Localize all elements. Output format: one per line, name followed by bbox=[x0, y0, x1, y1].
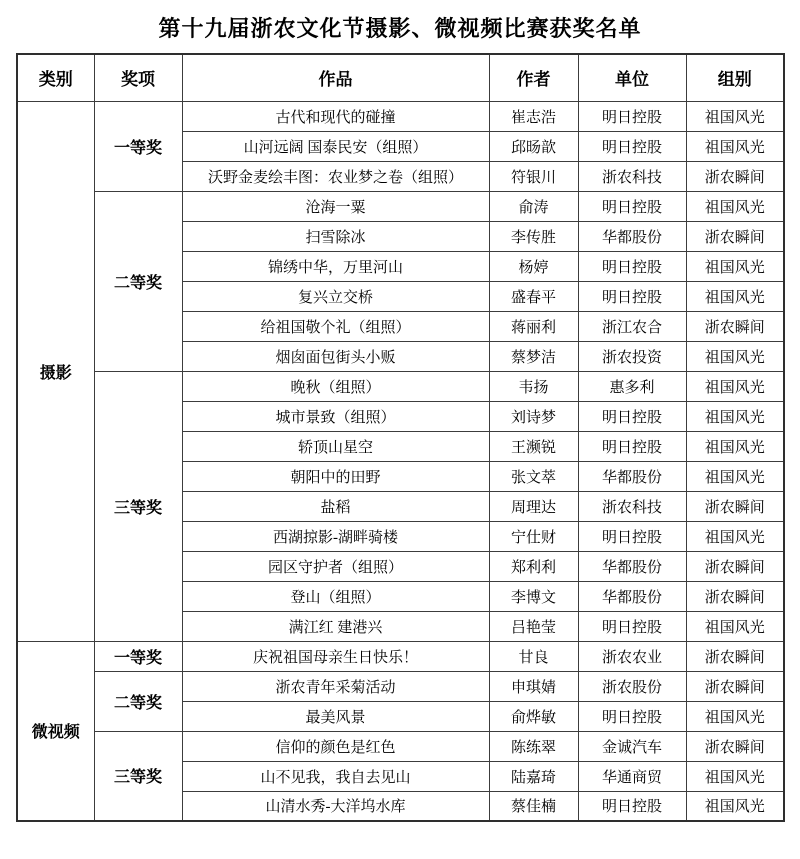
unit-cell: 明日控股 bbox=[578, 191, 686, 221]
table-row bbox=[17, 101, 784, 131]
group-cell: 浙农瞬间 bbox=[686, 221, 784, 251]
author-cell: 符银川 bbox=[489, 161, 578, 191]
header-award: 奖项 bbox=[94, 54, 182, 101]
unit-cell: 浙江农合 bbox=[578, 311, 686, 341]
award-cell: 二等奖 bbox=[94, 671, 182, 731]
group-cell: 浙农瞬间 bbox=[686, 581, 784, 611]
author-cell: 宁仕财 bbox=[489, 521, 578, 551]
category-cell: 微视频 bbox=[17, 641, 94, 821]
group-cell: 祖国风光 bbox=[686, 131, 784, 161]
header-group: 组别 bbox=[686, 54, 784, 101]
work-cell: 西湖掠影-湖畔骑楼 bbox=[182, 521, 489, 551]
work-cell: 城市景致（组照） bbox=[182, 401, 489, 431]
author-cell: 杨婷 bbox=[489, 251, 578, 281]
award-cell: 三等奖 bbox=[94, 371, 182, 641]
category-cell: 摄影 bbox=[17, 101, 94, 641]
unit-cell: 华都股份 bbox=[578, 581, 686, 611]
group-cell: 浙农瞬间 bbox=[686, 731, 784, 761]
unit-cell: 浙农农业 bbox=[578, 641, 686, 671]
header-category: 类别 bbox=[17, 54, 94, 101]
unit-cell: 明日控股 bbox=[578, 401, 686, 431]
unit-cell: 华都股份 bbox=[578, 221, 686, 251]
group-cell: 祖国风光 bbox=[686, 251, 784, 281]
unit-cell: 浙农科技 bbox=[578, 491, 686, 521]
header-row bbox=[17, 54, 784, 101]
author-cell: 刘诗梦 bbox=[489, 401, 578, 431]
unit-cell: 金诚汽车 bbox=[578, 731, 686, 761]
table-row bbox=[17, 641, 784, 671]
author-cell: 申琪婧 bbox=[489, 671, 578, 701]
unit-cell: 明日控股 bbox=[578, 431, 686, 461]
group-cell: 祖国风光 bbox=[686, 371, 784, 401]
group-cell: 祖国风光 bbox=[686, 461, 784, 491]
author-cell: 俞涛 bbox=[489, 191, 578, 221]
work-cell: 晚秋（组照） bbox=[182, 371, 489, 401]
group-cell: 祖国风光 bbox=[686, 611, 784, 641]
work-cell: 扫雪除冰 bbox=[182, 221, 489, 251]
table-body bbox=[17, 101, 784, 821]
group-cell: 祖国风光 bbox=[686, 431, 784, 461]
unit-cell: 明日控股 bbox=[578, 701, 686, 731]
group-cell: 祖国风光 bbox=[686, 521, 784, 551]
unit-cell: 明日控股 bbox=[578, 251, 686, 281]
work-cell: 烟囱面包街头小贩 bbox=[182, 341, 489, 371]
table-row bbox=[17, 371, 784, 401]
author-cell: 俞烨敏 bbox=[489, 701, 578, 731]
author-cell: 蔡梦洁 bbox=[489, 341, 578, 371]
work-cell: 古代和现代的碰撞 bbox=[182, 101, 489, 131]
author-cell: 李传胜 bbox=[489, 221, 578, 251]
work-cell: 山清水秀-大洋坞水库 bbox=[182, 791, 489, 821]
group-cell: 祖国风光 bbox=[686, 791, 784, 821]
work-cell: 沃野金麦绘丰图：农业梦之卷（组照） bbox=[182, 161, 489, 191]
work-cell: 满江红 建港兴 bbox=[182, 611, 489, 641]
author-cell: 韦扬 bbox=[489, 371, 578, 401]
group-cell: 祖国风光 bbox=[686, 401, 784, 431]
table-row bbox=[17, 731, 784, 761]
work-cell: 登山（组照） bbox=[182, 581, 489, 611]
author-cell: 蔡佳楠 bbox=[489, 791, 578, 821]
unit-cell: 浙农股份 bbox=[578, 671, 686, 701]
group-cell: 浙农瞬间 bbox=[686, 641, 784, 671]
awards-table bbox=[16, 53, 785, 822]
group-cell: 祖国风光 bbox=[686, 341, 784, 371]
work-cell: 园区守护者（组照） bbox=[182, 551, 489, 581]
work-cell: 复兴立交桥 bbox=[182, 281, 489, 311]
header-work: 作品 bbox=[182, 54, 489, 101]
unit-cell: 明日控股 bbox=[578, 791, 686, 821]
group-cell: 浙农瞬间 bbox=[686, 311, 784, 341]
work-cell: 浙农青年采菊活动 bbox=[182, 671, 489, 701]
author-cell: 吕艳莹 bbox=[489, 611, 578, 641]
group-cell: 祖国风光 bbox=[686, 761, 784, 791]
author-cell: 陆嘉琦 bbox=[489, 761, 578, 791]
group-cell: 祖国风光 bbox=[686, 191, 784, 221]
work-cell: 盐稻 bbox=[182, 491, 489, 521]
award-cell: 三等奖 bbox=[94, 731, 182, 821]
award-cell: 一等奖 bbox=[94, 101, 182, 191]
unit-cell: 明日控股 bbox=[578, 131, 686, 161]
author-cell: 邱旸歆 bbox=[489, 131, 578, 161]
work-cell: 锦绣中华，万里河山 bbox=[182, 251, 489, 281]
work-cell: 轿顶山星空 bbox=[182, 431, 489, 461]
table-row bbox=[17, 191, 784, 221]
author-cell: 崔志浩 bbox=[489, 101, 578, 131]
author-cell: 李博文 bbox=[489, 581, 578, 611]
unit-cell: 华通商贸 bbox=[578, 761, 686, 791]
unit-cell: 华都股份 bbox=[578, 461, 686, 491]
group-cell: 祖国风光 bbox=[686, 101, 784, 131]
author-cell: 张文萃 bbox=[489, 461, 578, 491]
group-cell: 祖国风光 bbox=[686, 701, 784, 731]
award-cell: 二等奖 bbox=[94, 191, 182, 371]
unit-cell: 华都股份 bbox=[578, 551, 686, 581]
work-cell: 最美风景 bbox=[182, 701, 489, 731]
unit-cell: 明日控股 bbox=[578, 101, 686, 131]
work-cell: 信仰的颜色是红色 bbox=[182, 731, 489, 761]
page-title: 第十九届浙农文化节摄影、微视频比赛获奖名单 bbox=[158, 16, 642, 41]
unit-cell: 明日控股 bbox=[578, 611, 686, 641]
unit-cell: 浙农投资 bbox=[578, 341, 686, 371]
author-cell: 王濒锐 bbox=[489, 431, 578, 461]
work-cell: 沧海一粟 bbox=[182, 191, 489, 221]
work-cell: 山河远阔 国泰民安（组照） bbox=[182, 131, 489, 161]
work-cell: 给祖国敬个礼（组照） bbox=[182, 311, 489, 341]
unit-cell: 浙农科技 bbox=[578, 161, 686, 191]
table-row bbox=[17, 671, 784, 701]
award-cell: 一等奖 bbox=[94, 641, 182, 671]
author-cell: 盛春平 bbox=[489, 281, 578, 311]
author-cell: 周理达 bbox=[489, 491, 578, 521]
group-cell: 祖国风光 bbox=[686, 281, 784, 311]
table-header bbox=[17, 54, 784, 101]
author-cell: 蒋丽利 bbox=[489, 311, 578, 341]
group-cell: 浙农瞬间 bbox=[686, 491, 784, 521]
header-author: 作者 bbox=[489, 54, 578, 101]
author-cell: 甘良 bbox=[489, 641, 578, 671]
group-cell: 浙农瞬间 bbox=[686, 161, 784, 191]
unit-cell: 明日控股 bbox=[578, 521, 686, 551]
work-cell: 朝阳中的田野 bbox=[182, 461, 489, 491]
unit-cell: 惠多利 bbox=[578, 371, 686, 401]
author-cell: 陈练翠 bbox=[489, 731, 578, 761]
group-cell: 浙农瞬间 bbox=[686, 551, 784, 581]
work-cell: 山不见我，我自去见山 bbox=[182, 761, 489, 791]
work-cell: 庆祝祖国母亲生日快乐！ bbox=[182, 641, 489, 671]
author-cell: 郑利利 bbox=[489, 551, 578, 581]
group-cell: 浙农瞬间 bbox=[686, 671, 784, 701]
unit-cell: 明日控股 bbox=[578, 281, 686, 311]
header-unit: 单位 bbox=[578, 54, 686, 101]
